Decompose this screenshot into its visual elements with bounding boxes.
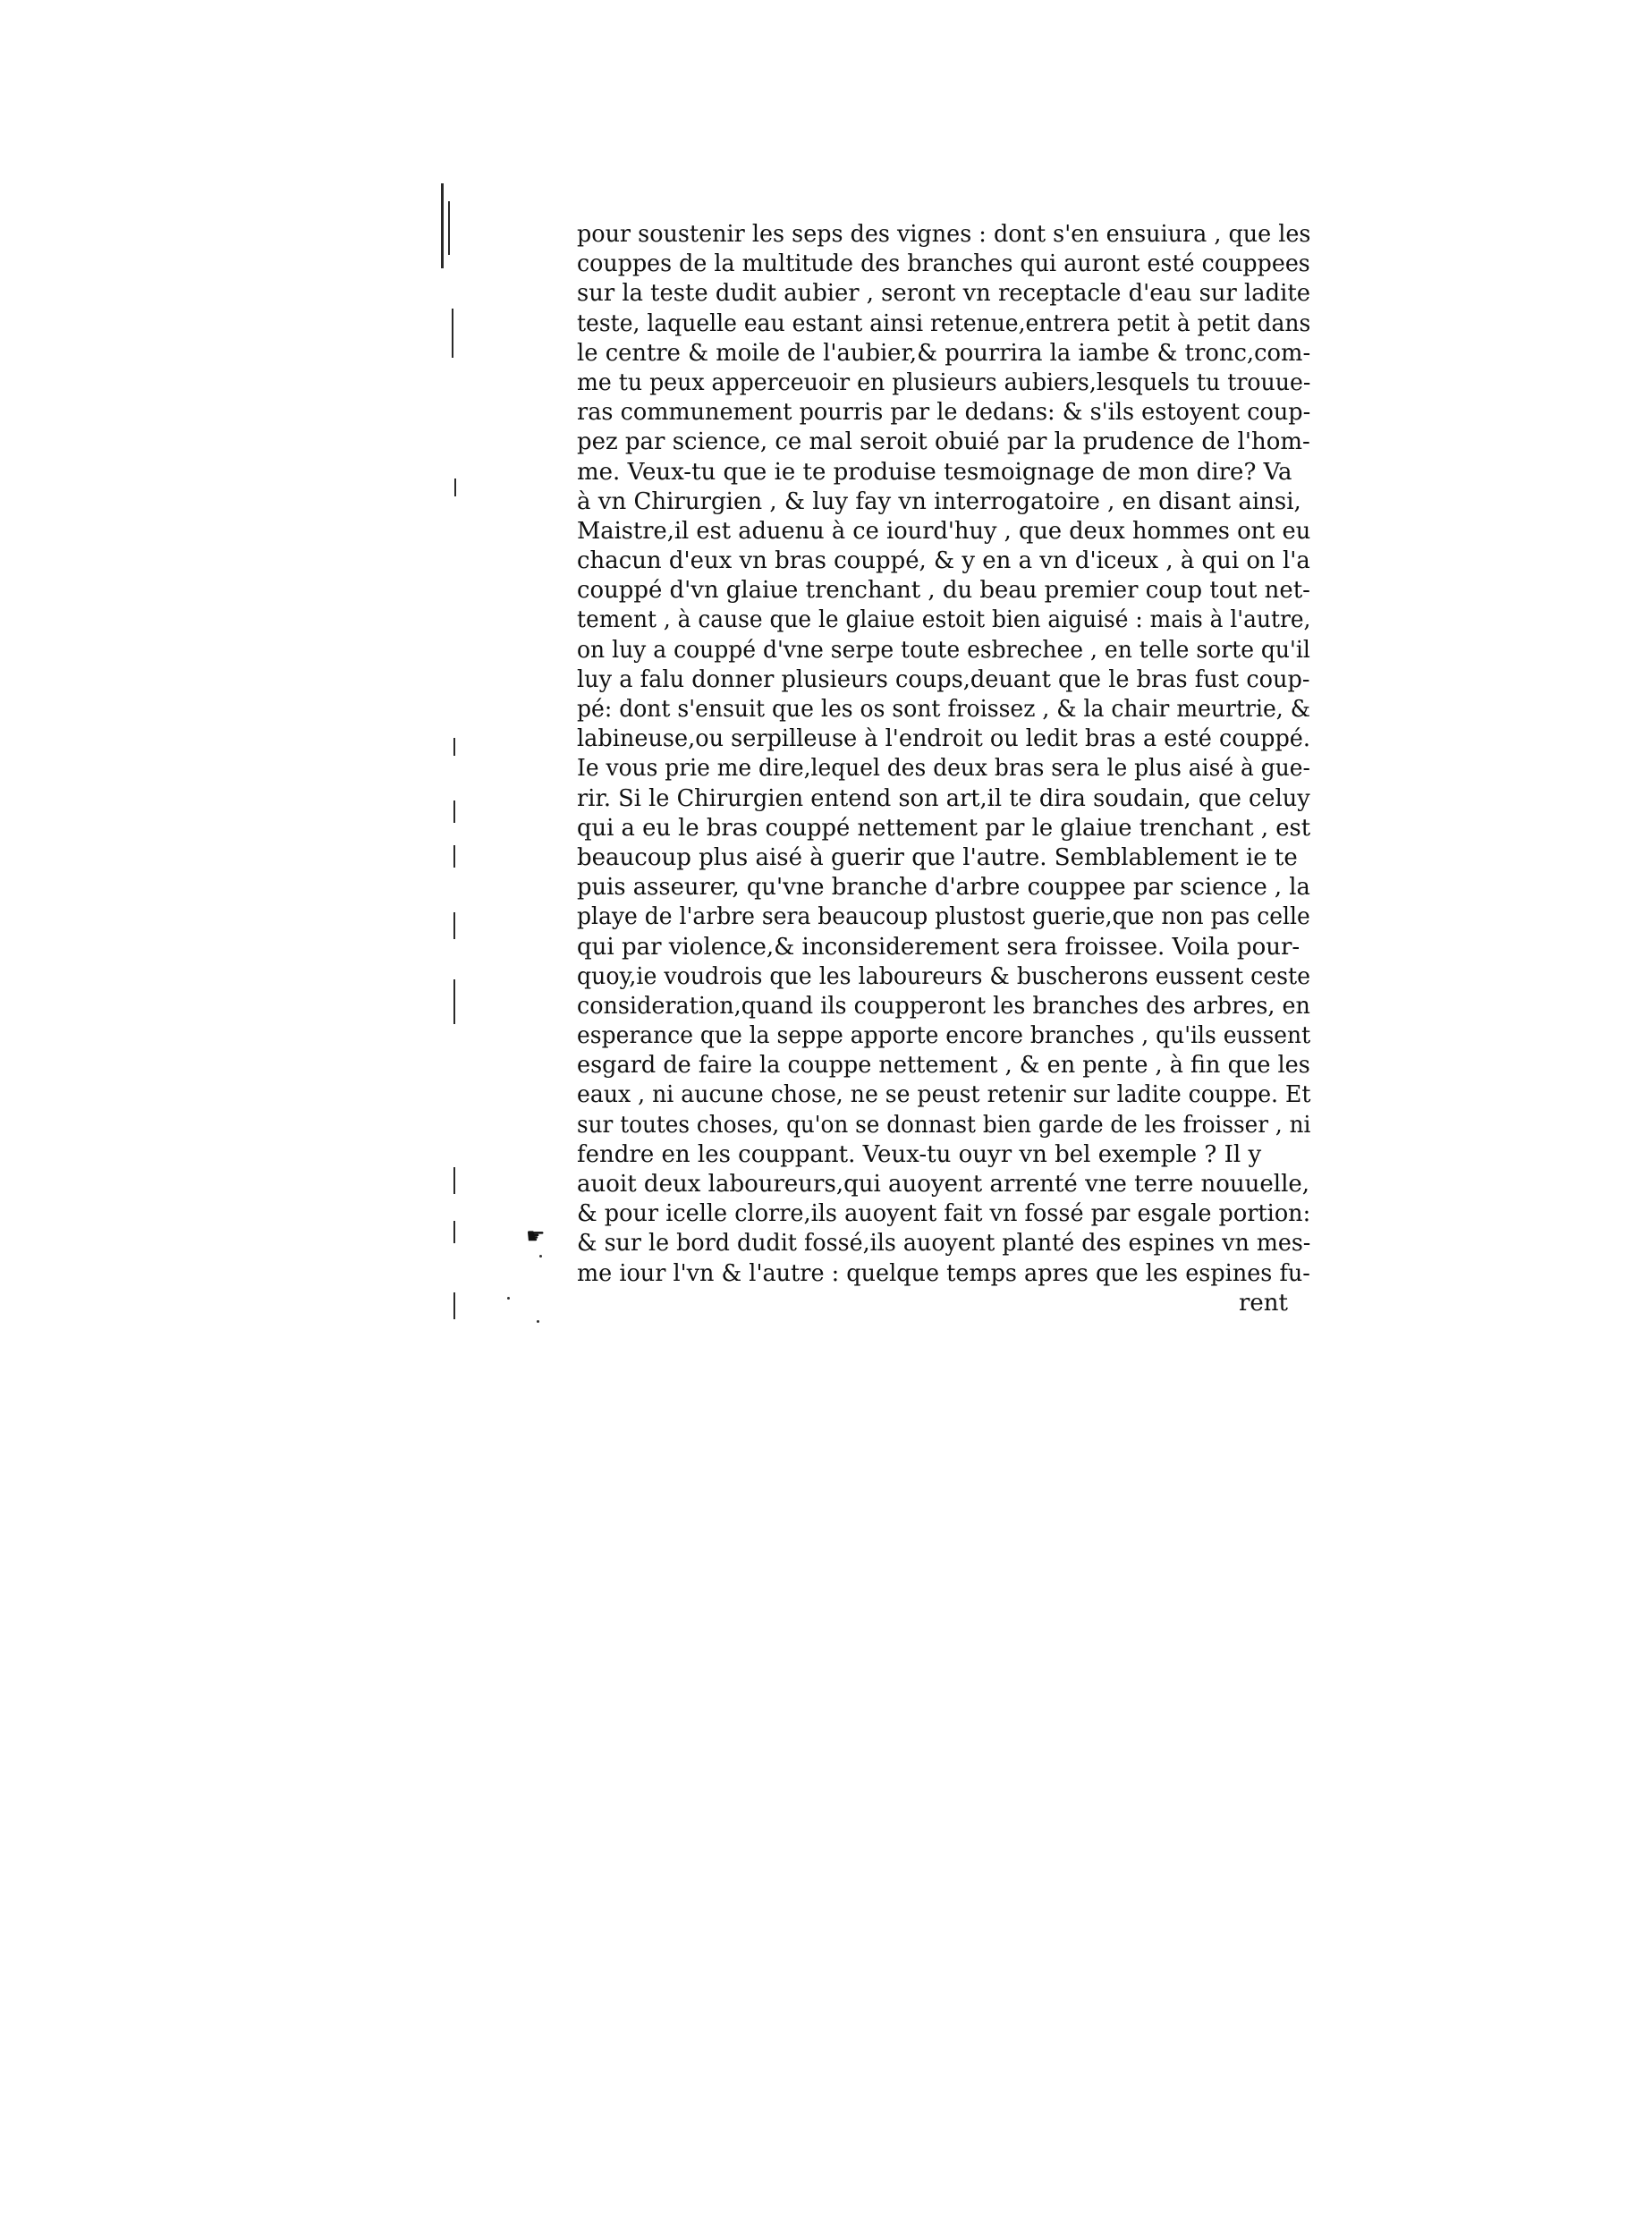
- text-line: couppé d'vn glaiue trenchant , du beau premier coup tout net-: [577, 577, 1310, 605]
- text-line: me. Veux-tu que ie te produise tesmoignage de mon dire? Va: [577, 458, 1292, 486]
- gutter-line: [454, 479, 456, 496]
- text-line: ras communement pourris par le dedans: & s'ils estoyent coup-: [577, 399, 1311, 427]
- text-line: esperance que la seppe apporte encore branches , qu'ils eussent: [577, 1022, 1311, 1050]
- gutter-line: [453, 979, 455, 1024]
- text-line: tement , à cause que le glaiue estoit bien aiguisé : mais à l'autre,: [577, 606, 1311, 634]
- gutter-line: [453, 845, 455, 868]
- text-line: Ie vous prie me dire,lequel des deux bras sera le plus aisé à gue-: [577, 755, 1310, 783]
- text-line: playe de l'arbre sera beaucoup plustost guerie,que non pas celle: [577, 903, 1310, 931]
- text-line: esgard de faire la couppe nettement , & en pente , à fin que les: [577, 1052, 1310, 1080]
- text-line: à vn Chirurgien , & luy fay vn interrogatoire , en disant ainsi,: [577, 487, 1301, 515]
- gutter-line: [453, 912, 455, 939]
- margin-hand-mark: ☛: [526, 1224, 546, 1249]
- ink-speck: [537, 1320, 539, 1323]
- gutter-line: [448, 201, 450, 255]
- catchword: rent: [1238, 1289, 1288, 1317]
- text-line: qui par violence,& inconsiderement sera froissee. Voila pour-: [577, 933, 1300, 961]
- text-line: beaucoup plus aisé à guerir que l'autre. Semblablement ie te: [577, 843, 1298, 871]
- text-line: teste, laquelle eau estant ainsi retenue,entrera petit à petit dans: [577, 309, 1311, 337]
- text-line: le centre & moile de l'aubier,& pourrira la iambe & tronc,com-: [577, 339, 1311, 367]
- text-line: Maistre,il est aduenu à ce iourd'huy , que deux hommes ont eu: [577, 517, 1311, 545]
- text-line: luy a falu donner plusieurs coups,deuant que le bras fust coup-: [577, 665, 1310, 693]
- text-line: & sur le bord dudit fossé,ils auoyent planté des espines vn mes-: [577, 1230, 1311, 1258]
- gutter-line: [453, 738, 455, 756]
- gutter-line: [441, 183, 444, 268]
- text-line: labineuse,ou serpilleuse à l'endroit ou ledit bras a esté couppé.: [577, 725, 1311, 753]
- body-text: [577, 220, 1310, 1318]
- text-line: me tu peux apperceuoir en plusieurs aubiers,lesquels tu trouue-: [577, 368, 1311, 396]
- text-line: consideration,quand ils coupperont les branches des arbres, en: [577, 992, 1310, 1020]
- text-line: puis asseurer, qu'vne branche d'arbre couppee par science , la: [577, 874, 1310, 902]
- text-line: me iour l'vn & l'autre : quelque temps apres que les espines fu-: [577, 1259, 1310, 1287]
- text-line: sur toutes choses, qu'on se donnast bien garde de les froisser , ni: [577, 1111, 1311, 1139]
- text-line: & pour icelle clorre,ils auoyent fait vn fossé par esgale portion:: [577, 1200, 1311, 1228]
- gutter-line: [453, 800, 455, 823]
- text-line: quoy,ie voudrois que les laboureurs & buscherons eussent ceste: [577, 962, 1311, 990]
- text-line: qui a eu le bras couppé nettement par le glaiue trenchant , est: [577, 814, 1311, 842]
- text-line: chacun d'eux vn bras couppé, & y en a vn d'iceux , à qui on l'a: [577, 547, 1310, 575]
- gutter-line: [453, 1221, 455, 1243]
- text-line: sur la teste dudit aubier , seront vn receptacle d'eau sur ladite: [577, 280, 1310, 308]
- ink-speck: [507, 1297, 510, 1300]
- text-line: on luy a couppé d'vne serpe toute esbrechee , en telle sorte qu'il: [577, 636, 1310, 664]
- text-line: eaux , ni aucune chose, ne se peust retenir sur ladite couppe. Et: [577, 1081, 1311, 1109]
- text-line: pez par science, ce mal seroit obuié par la prudence de l'hom-: [577, 428, 1310, 456]
- binding-gutter-marks: [434, 183, 461, 1319]
- ink-speck: [539, 1255, 542, 1258]
- gutter-line: [453, 1167, 455, 1194]
- text-line: rir. Si le Chirurgien entend son art,il te dira soudain, que celuy: [577, 784, 1310, 812]
- text-line: pé: dont s'ensuit que les os sont froissez , & la chair meurtrie, &: [577, 696, 1310, 723]
- gutter-line: [452, 309, 453, 358]
- text-line: couppes de la multitude des branches qui auront esté couppees: [577, 250, 1310, 278]
- text-line: fendre en les couppant. Veux-tu ouyr vn bel exemple ? Il y: [577, 1140, 1262, 1168]
- text-line: pour soustenir les seps des vignes : dont s'en ensuiura , que les: [577, 221, 1311, 248]
- text-line: auoit deux laboureurs,qui auoyent arrenté vne terre nouuelle,: [577, 1171, 1310, 1198]
- gutter-line: [453, 1292, 455, 1319]
